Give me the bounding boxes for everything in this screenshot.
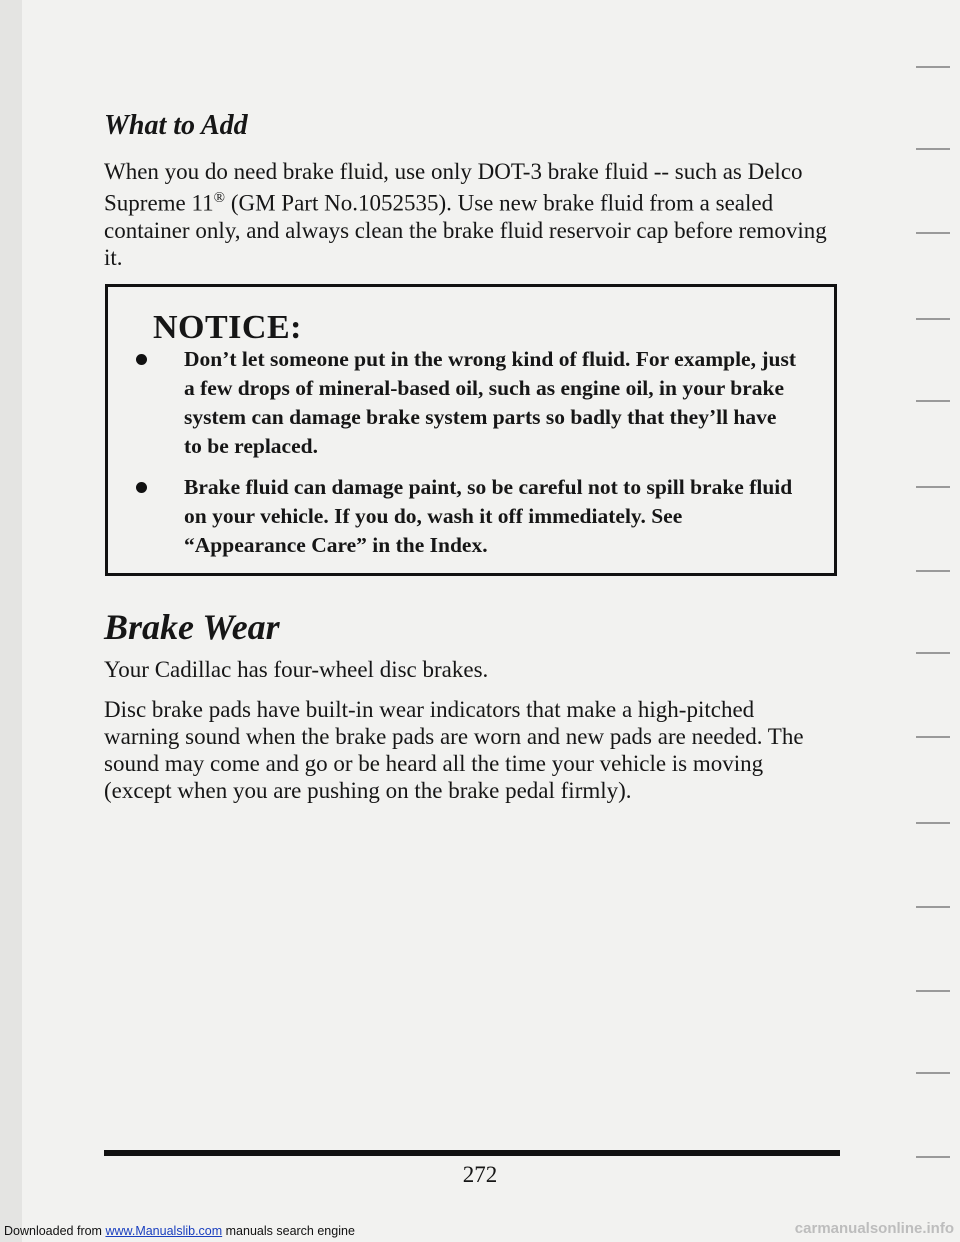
section-heading-brake-wear: Brake Wear <box>104 607 280 647</box>
download-footer: Downloaded from www.Manualslib.com manuals search engine <box>4 1224 355 1238</box>
notice-title: NOTICE: <box>153 309 302 346</box>
registered-mark: ® <box>213 190 226 206</box>
notice-item <box>136 473 796 560</box>
manualslib-link[interactable]: www.Manualslib.com <box>105 1224 223 1238</box>
notice-item <box>136 345 796 461</box>
notice-box <box>105 284 837 576</box>
page-number: 272 <box>462 1162 498 1187</box>
notice-item-text: Don’t let someone put in the wrong kind of fluid. For example, just a few drops of mineral-based oil, such as engine oil, in your brake system can damage brake system parts so badly that they’ll have to be replaced. <box>184 347 796 458</box>
section-heading-what-to-add: What to Add <box>104 110 248 141</box>
footer-rule <box>104 1150 840 1156</box>
page-gutter <box>0 0 22 1242</box>
brake-wear-paragraph: Disc brake pads have built-in wear indicators that make a high-pitched warning sound when the brake pads are worn and new pads are needed. The sound may come and go or be heard all the time your vehicle is moving (except when you are pushing on the brake pedal firmly). <box>104 697 804 803</box>
brake-fluid-paragraph: When you do need brake fluid, use only DOT-3 brake fluid -- such as Delco Supreme 11® (GM Part No.1052535). Use new brake fluid from a sealed container only, and always clean the brake fluid reservoir cap before removing it. <box>104 159 827 270</box>
bullet-icon <box>136 482 147 493</box>
brake-wear-paragraph: Your Cadillac has four-wheel disc brakes. <box>104 657 489 682</box>
notice-item-text: Brake fluid can damage paint, so be careful not to spill brake fluid on your vehicle. If you do, wash it off immediately. See “Appearance Care” in the Index. <box>184 475 793 557</box>
page-edge-marks <box>890 0 960 1242</box>
watermark: carmanualsonline.info <box>794 1220 954 1237</box>
bullet-icon <box>136 354 147 365</box>
